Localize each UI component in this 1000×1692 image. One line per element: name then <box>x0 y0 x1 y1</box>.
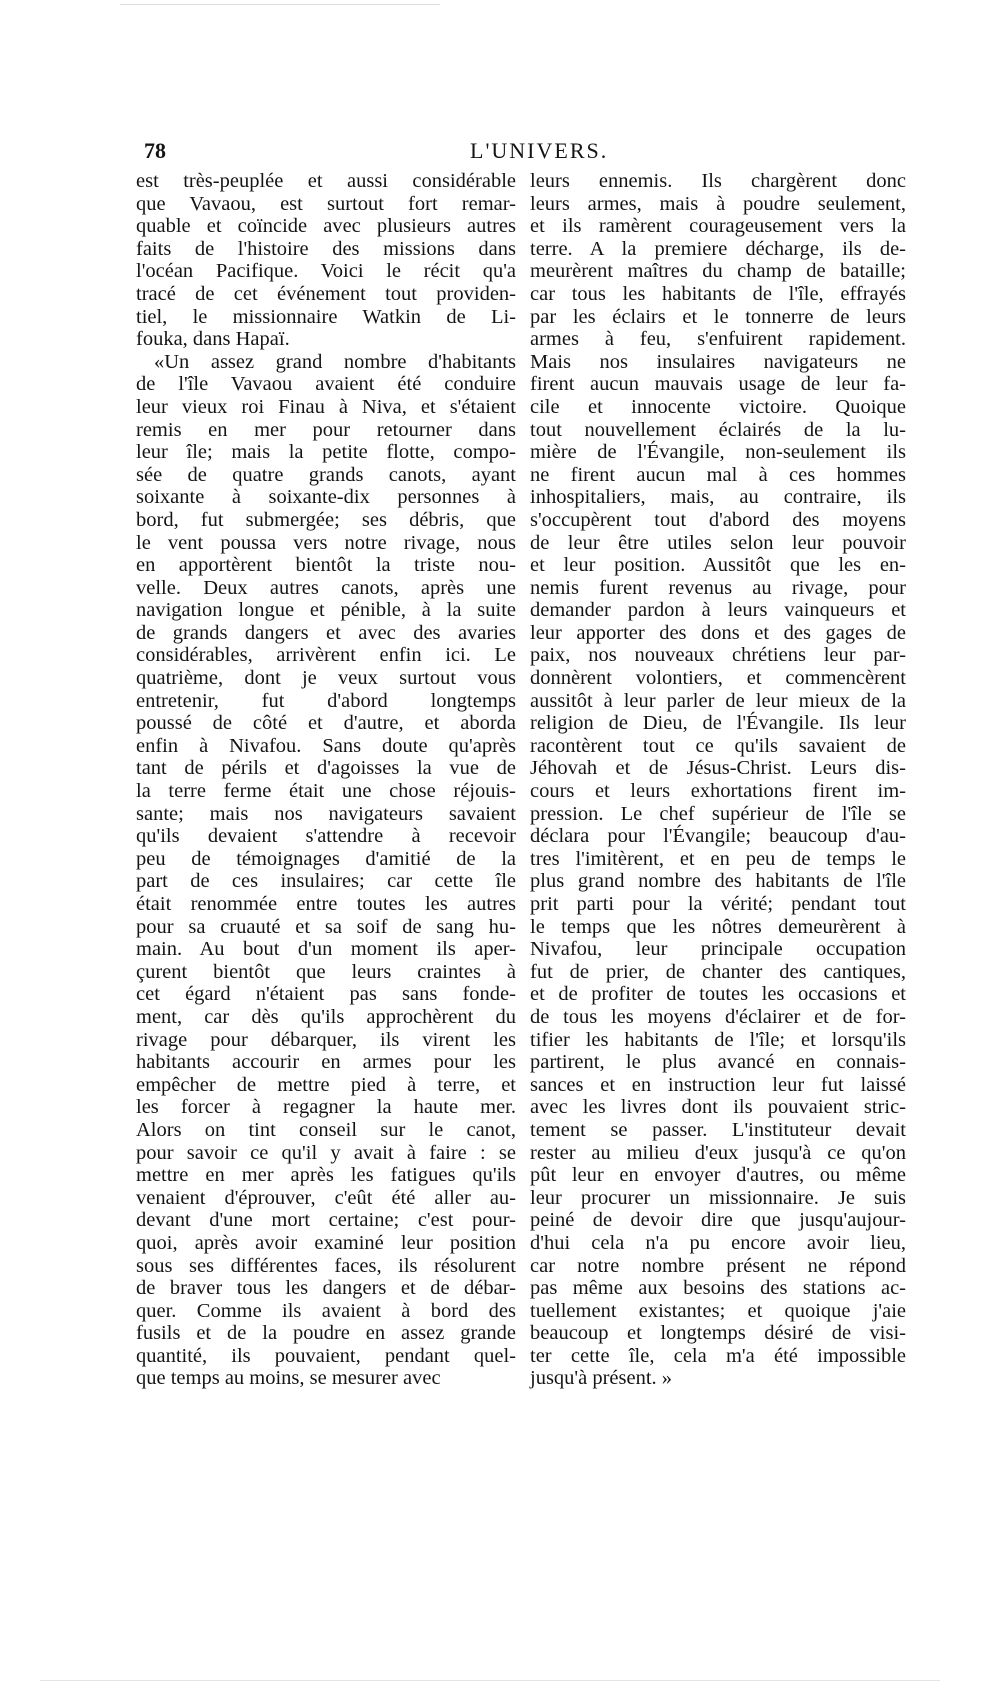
text-column-left <box>136 170 516 1390</box>
text-line: par les éclairs et le tonnerre de leurs <box>530 305 906 328</box>
text-line: cours et leurs exhortations firent im- <box>530 780 906 803</box>
text-line: ter cette île, cela m'a été impossible <box>530 1344 906 1367</box>
text-line: sous ses différentes faces, ils résolurent <box>136 1254 516 1277</box>
text-line: la terre ferme était une chose réjouis- <box>136 780 516 803</box>
text-line: de leur être utiles selon leur pouvoir <box>530 531 906 554</box>
text-line: de grands dangers et avec des avaries <box>136 621 516 644</box>
text-line: enfin à Nivafou. Sans doute qu'après <box>136 734 516 757</box>
text-line: peiné de devoir dire que jusqu'aujour- <box>530 1209 906 1232</box>
text-line: faits de l'histoire des missions dans <box>136 237 516 260</box>
text-line: déclara pour l'Évangile; beaucoup d'au- <box>530 825 906 848</box>
text-line: l'océan Pacifique. Voici le récit qu'a <box>136 260 516 283</box>
text-line: cile et innocente victoire. Quoique <box>530 395 906 418</box>
text-line: aussitôt à leur parler de leur mieux de la <box>530 689 906 712</box>
text-line: religion de Dieu, de l'Évangile. Ils leur <box>530 712 906 735</box>
text-line: peu de témoignages d'amitié de la <box>136 847 516 870</box>
text-line: d'hui cela n'a pu encore avoir lieu, <box>530 1231 906 1254</box>
scan-edge-top <box>120 4 440 5</box>
text-line: navigation longue et pénible, à la suite <box>136 599 516 622</box>
text-line: tifier les habitants de l'île; et lorsqu'ils <box>530 1028 906 1051</box>
text-line: fouka, dans Hapaï. <box>136 328 290 351</box>
text-line: leur procurer un missionnaire. Je suis <box>530 1186 906 1209</box>
text-line: Jéhovah et de Jésus-Christ. Leurs dis- <box>530 757 906 780</box>
text-line: Mais nos insulaires navigateurs ne <box>530 350 906 373</box>
text-line: tement se passer. L'instituteur devait <box>530 1118 906 1141</box>
text-line: pression. Le chef supérieur de l'île se <box>530 802 906 825</box>
text-line: velle. Deux autres canots, après une <box>136 576 516 599</box>
text-line: jusqu'à présent. » <box>530 1367 673 1390</box>
text-line: ment, car dès qu'ils approchèrent du <box>136 1005 516 1028</box>
text-line: le temps que les nôtres demeurèrent à <box>530 915 906 938</box>
text-line: empêcher de mettre pied à terre, et <box>136 1073 516 1096</box>
text-line: beaucoup et longtemps désiré de visi- <box>530 1322 906 1345</box>
text-line: sée de quatre grands canots, ayant <box>136 463 516 486</box>
text-line: Alors on tint conseil sur le canot, <box>136 1118 516 1141</box>
text-line: pût leur en envoyer d'autres, ou même <box>530 1164 906 1187</box>
text-line: leur vieux roi Finau à Niva, et s'étaient <box>136 395 516 418</box>
text-line: et ils ramèrent courageusement vers la <box>530 215 906 238</box>
text-line: quatrième, dont je veux surtout vous <box>136 667 516 690</box>
text-line: que Vavaou, est surtout fort remar- <box>136 192 516 215</box>
text-line: «Un assez grand nombre d'habitants <box>154 350 516 373</box>
text-line: tres l'imitèrent, et en peu de temps le <box>530 847 906 870</box>
text-line: quable et coïncide avec plusieurs autres <box>136 215 516 238</box>
text-line: mettre en mer après les fatigues qu'ils <box>136 1164 516 1187</box>
text-line: pour sa cruauté et sa soif de sang hu- <box>136 915 516 938</box>
running-head: L'UNIVERS. <box>470 138 609 163</box>
text-line: venaient d'éprouver, c'eût été aller au- <box>136 1186 516 1209</box>
text-line: ne firent aucun mal à ces hommes <box>530 463 906 486</box>
text-line: entretenir, fut d'abord longtemps <box>136 689 516 712</box>
text-line: leur île; mais la petite flotte, compo- <box>136 441 516 464</box>
text-line: que temps au moins, se mesurer avec <box>136 1367 441 1390</box>
text-line: et leur position. Aussitôt que les en- <box>530 554 906 577</box>
text-line: habitants accourir en armes pour les <box>136 1051 516 1074</box>
text-line: plus grand nombre des habitants de l'île <box>530 870 906 893</box>
text-line: le vent poussa vers notre rivage, nous <box>136 531 516 554</box>
text-line: tuellement existantes; et quoique j'aie <box>530 1299 906 1322</box>
text-line: tout nouvellement éclairés de la lu- <box>530 418 906 441</box>
text-line: tracé de cet événement tout providen- <box>136 282 516 305</box>
text-line: tant de périls et d'agoisses la vue de <box>136 757 516 780</box>
text-line: car notre nombre présent ne répond <box>530 1254 906 1277</box>
text-line: mière de l'Évangile, non-seulement ils <box>530 441 906 464</box>
text-line: rivage pour débarquer, ils virent les <box>136 1028 516 1051</box>
text-line: terre. A la premiere décharge, ils de- <box>530 237 906 260</box>
text-line: rester au milieu d'eux jusqu'à ce qu'on <box>530 1141 906 1164</box>
text-line: quoi, après avoir examiné leur position <box>136 1231 516 1254</box>
text-line: prit parti pour la vérité; pendant tout <box>530 893 906 915</box>
text-line: devant d'une mort certaine; c'est pour- <box>136 1209 516 1232</box>
text-line: les forcer à regagner la haute mer. <box>136 1096 516 1119</box>
text-line: remis en mer pour retourner dans <box>136 418 516 441</box>
text-line: fusils et de la poudre en assez grande <box>136 1322 516 1345</box>
text-line: racontèrent tout ce qu'ils savaient de <box>530 734 906 757</box>
text-column-right <box>530 170 906 1390</box>
text-line: demander pardon à leurs vainqueurs et <box>530 599 906 622</box>
text-line: partirent, le plus avancé en connais- <box>530 1051 906 1074</box>
text-line: inhospitaliers, mais, au contraire, ils <box>530 486 906 509</box>
text-line: s'occupèrent tout d'abord des moyens <box>530 508 906 531</box>
text-line: donnèrent volontiers, et commencèrent <box>530 667 906 690</box>
text-line: cet égard n'étaient pas sans fonde- <box>136 983 516 1006</box>
text-line: avec les livres dont ils pouvaient stric- <box>530 1096 906 1119</box>
text-line: de l'île Vavaou avaient été conduire <box>136 373 516 396</box>
text-line: Nivafou, leur principale occupation <box>530 938 906 961</box>
text-line: main. Au bout d'un moment ils aper- <box>136 938 516 961</box>
text-line: quer. Comme ils avaient à bord des <box>136 1299 516 1322</box>
text-line: leur apporter des dons et des gages de <box>530 621 906 644</box>
text-line: part de ces insulaires; car cette île <box>136 870 516 893</box>
text-line: soixante à soixante-dix personnes à <box>136 486 516 509</box>
text-line: sante; mais nos navigateurs savaient <box>136 802 516 825</box>
text-line: est très-peuplée et aussi considérable <box>136 170 516 192</box>
text-line: meurèrent maîtres du champ de bataille; <box>530 260 906 283</box>
text-line: fut de prier, de chanter des cantiques, <box>530 960 906 983</box>
text-line: paix, nos nouveaux chrétiens leur par- <box>530 644 906 667</box>
text-line: sances et en instruction leur fut laissé <box>530 1073 906 1096</box>
text-line: considérables, arrivèrent enfin ici. Le <box>136 644 516 667</box>
text-line: quantité, ils pouvaient, pendant quel- <box>136 1344 516 1367</box>
text-line: leurs ennemis. Ils chargèrent donc <box>530 170 906 192</box>
text-line: leurs armes, mais à poudre seulement, <box>530 192 906 215</box>
text-line: pas même aux besoins des stations ac- <box>530 1277 906 1300</box>
text-line: nemis furent revenus au rivage, pour <box>530 576 906 599</box>
text-line: qu'ils devaient s'attendre à recevoir <box>136 825 516 848</box>
page-number: 78 <box>144 138 166 163</box>
text-line: car tous les habitants de l'île, effrayés <box>530 282 906 305</box>
text-line: pour savoir ce qu'il y avait à faire : se <box>136 1141 516 1164</box>
text-line: et de profiter de toutes les occasions et <box>530 983 906 1006</box>
text-line: en apportèrent bientôt la triste nou- <box>136 554 516 577</box>
text-line: çurent bientôt que leurs craintes à <box>136 960 516 983</box>
text-line: de tous les moyens d'éclairer et de for- <box>530 1005 906 1028</box>
text-line: de braver tous les dangers et de débar- <box>136 1277 516 1300</box>
text-line: bord, fut submergée; ses débris, que <box>136 508 516 531</box>
scan-edge-bottom <box>40 1680 940 1681</box>
text-line: poussé de côté et d'autre, et aborda <box>136 712 516 735</box>
text-line: firent aucun mauvais usage de leur fa- <box>530 373 906 396</box>
text-line: était renommée entre toutes les autres <box>136 893 516 915</box>
text-line: tiel, le missionnaire Watkin de Li- <box>136 305 516 328</box>
text-line: armes à feu, s'enfuirent rapidement. <box>530 328 906 351</box>
